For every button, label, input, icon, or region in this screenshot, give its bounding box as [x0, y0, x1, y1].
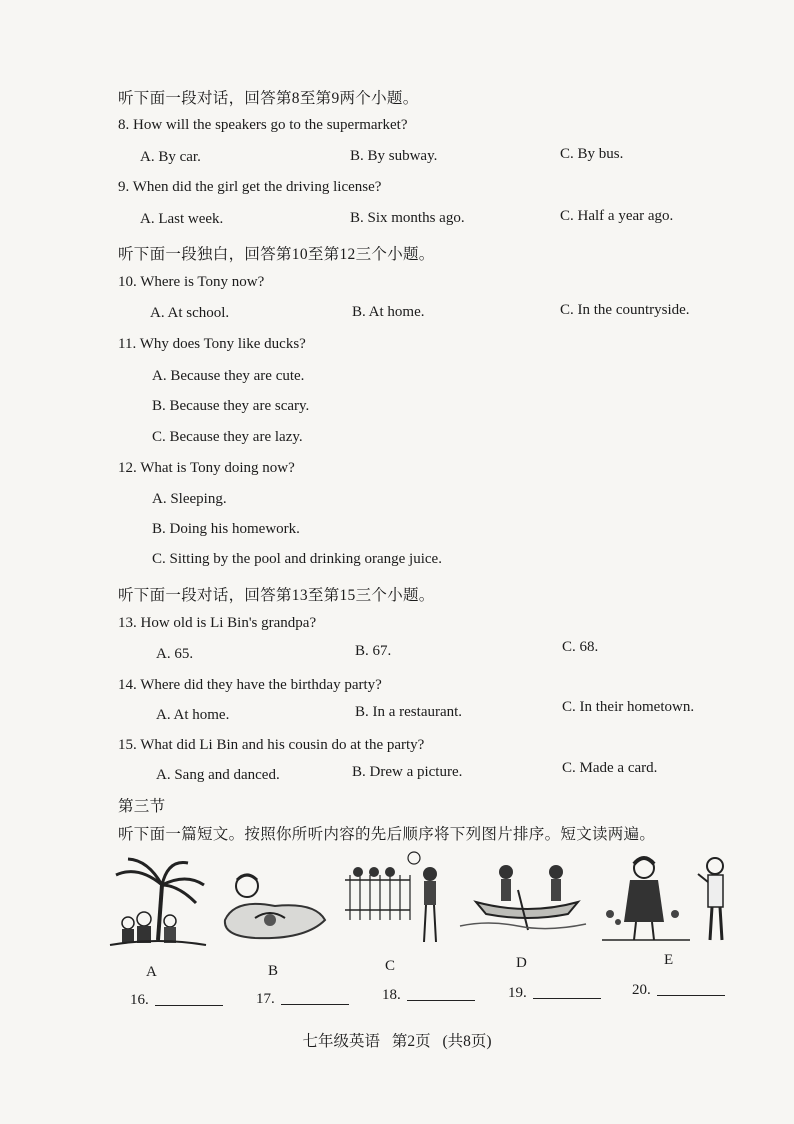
picture-d-boat-on-water: [458, 860, 588, 940]
option-13b: B. 67.: [355, 643, 392, 659]
question-number: 11.: [118, 336, 137, 352]
answer-line[interactable]: [407, 999, 475, 1001]
question-15: [118, 737, 424, 754]
option-15c: C. Made a card.: [562, 760, 658, 776]
option-14a: A. At home.: [156, 707, 230, 723]
picture-label-c: C: [385, 958, 396, 974]
option-8c: C. By bus.: [560, 146, 624, 162]
picture-label-e: E: [664, 952, 674, 968]
question-14: [118, 677, 382, 694]
answer-line[interactable]: [533, 997, 601, 999]
option-12a: A. Sleeping.: [152, 491, 227, 507]
question-number: 15.: [118, 737, 137, 753]
answer-line[interactable]: [155, 1004, 223, 1006]
option-8a: A. By car.: [140, 149, 201, 165]
question-9: [118, 179, 381, 196]
question-text: What did Li Bin and his cousin do at the party?: [140, 737, 425, 753]
footer-subject: 七年级英语: [302, 1033, 380, 1050]
option-14c: C. In their hometown.: [562, 699, 695, 715]
question-text: How will the speakers go to the supermarket?: [133, 117, 408, 133]
footer-page: 第2页: [391, 1033, 431, 1050]
question-number: 13.: [118, 615, 137, 631]
page-footer: [0, 1029, 794, 1051]
question-text: Where did they have the birthday party?: [140, 677, 382, 693]
answer-line[interactable]: [657, 994, 725, 996]
option-11c: C. Because they are lazy.: [152, 429, 303, 445]
option-13c: C. 68.: [562, 639, 599, 655]
option-10c: C. In the countryside.: [560, 302, 690, 318]
question-text: When did the girl get the driving license?: [132, 179, 382, 195]
answer-blank-18[interactable]: [382, 987, 475, 1004]
blank-number: 16.: [130, 992, 149, 1008]
picture-c-children-at-fence: [340, 850, 450, 945]
instruction-10-12: 听下面一段独白，回答第10至第12三个小题。: [118, 246, 435, 263]
answer-blank-20[interactable]: [632, 982, 725, 999]
question-12: [118, 460, 295, 477]
picture-b-child-swimming: [215, 868, 330, 948]
answer-line[interactable]: [281, 1003, 349, 1005]
question-text: How old is Li Bin's grandpa?: [140, 615, 317, 631]
section-title: 第三节: [118, 798, 166, 815]
question-text: What is Tony doing now?: [140, 460, 295, 476]
option-10b: B. At home.: [352, 304, 425, 320]
option-11b: B. Because they are scary.: [152, 398, 310, 414]
instruction-13-15: 听下面一段对话，回答第13至第15三个小题。: [118, 587, 435, 604]
picture-a-family-under-palm-tree: [108, 855, 208, 950]
answer-blank-19[interactable]: [508, 985, 601, 1002]
question-number: 10.: [118, 274, 137, 290]
option-9b: B. Six months ago.: [350, 210, 465, 226]
picture-e-woman-and-man-flowers: [600, 852, 735, 944]
option-12c: C. Sitting by the pool and drinking orange juice.: [152, 551, 442, 567]
option-11a: A. Because they are cute.: [152, 368, 305, 384]
option-13a: A. 65.: [156, 646, 194, 662]
question-number: 14.: [118, 677, 137, 693]
option-15b: B. Drew a picture.: [352, 764, 463, 780]
question-10: [118, 274, 264, 291]
picture-label-a: A: [146, 964, 157, 980]
question-13: [118, 615, 316, 632]
instruction-8-9: 听下面一段对话，回答第8至第9两个小题。: [118, 90, 419, 107]
blank-number: 17.: [256, 991, 275, 1007]
question-text: Where is Tony now?: [140, 274, 265, 290]
question-number: 8.: [118, 117, 130, 133]
answer-blank-17[interactable]: [256, 991, 349, 1008]
blank-number: 19.: [508, 985, 527, 1001]
option-14b: B. In a restaurant.: [355, 704, 463, 720]
option-10a: A. At school.: [150, 305, 230, 321]
picture-label-b: B: [268, 963, 279, 979]
question-8: [118, 117, 408, 134]
question-number: 12.: [118, 460, 137, 476]
picture-label-d: D: [516, 955, 527, 971]
option-8b: B. By subway.: [350, 148, 438, 164]
question-text: Why does Tony like ducks?: [139, 336, 306, 352]
option-9a: A. Last week.: [140, 211, 224, 227]
answer-blank-16[interactable]: [130, 992, 223, 1009]
footer-total: (共8页): [442, 1033, 492, 1050]
option-9c: C. Half a year ago.: [560, 208, 674, 224]
blank-number: 20.: [632, 982, 651, 998]
section-instruction: 听下面一篇短文。按照你所听内容的先后顺序将下列图片排序。短文读两遍。: [118, 826, 656, 843]
option-15a: A. Sang and danced.: [156, 767, 280, 783]
question-11: [118, 336, 306, 353]
question-number: 9.: [118, 179, 130, 195]
blank-number: 18.: [382, 987, 401, 1003]
option-12b: B. Doing his homework.: [152, 521, 300, 537]
